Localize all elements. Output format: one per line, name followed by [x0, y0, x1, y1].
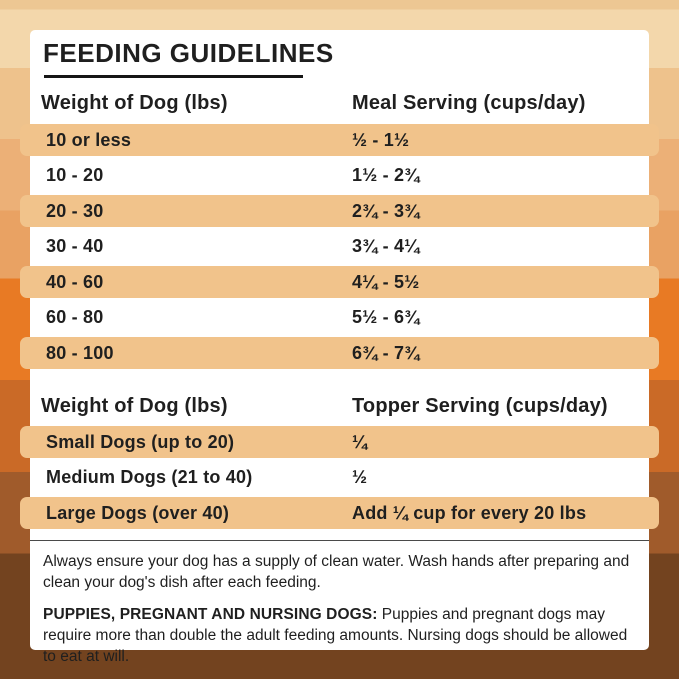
page-title: FEEDING GUIDELINES [43, 38, 334, 68]
row-serving: ¼ [352, 431, 368, 452]
row-serving: ½ - 1½ [352, 129, 410, 150]
row-weight: 30 - 40 [46, 236, 104, 256]
table-row [20, 124, 659, 156]
table-row [20, 231, 659, 263]
row-serving: 6¾ - 7¾ [352, 342, 420, 363]
notes-divider [30, 540, 649, 541]
topper-table [30, 426, 649, 529]
row-serving: 1½ - 2¾ [352, 165, 420, 185]
row-weight: 10 or less [46, 129, 132, 150]
note-puppies [43, 604, 634, 667]
row-weight: 60 - 80 [46, 307, 104, 327]
note-puppies-label: PUPPIES, PREGNANT AND NURSING DOGS: [43, 606, 378, 623]
table-row [20, 337, 659, 369]
row-serving: 4¼ - 5½ [352, 271, 420, 292]
guidelines-card [30, 30, 649, 665]
table-row [20, 302, 659, 334]
row-serving: 5½ - 6¾ [352, 307, 420, 327]
meal-table [30, 124, 649, 369]
row-weight: 10 - 20 [46, 165, 104, 185]
row-weight: 40 - 60 [46, 271, 104, 292]
title-underline [44, 75, 303, 78]
row-weight: Medium Dogs (21 to 40) [46, 467, 253, 487]
row-serving: 2¾ - 3¾ [352, 200, 420, 221]
meal-weight-header: Weight of Dog (lbs) [41, 92, 228, 114]
row-serving: 3¾ - 4¼ [352, 236, 420, 256]
meal-serving-header: Meal Serving (cups/day) [352, 92, 586, 114]
table-row [20, 462, 659, 494]
table-row [20, 266, 659, 298]
row-serving: ½ [352, 467, 368, 487]
meal-table-header [41, 92, 639, 115]
row-weight: 20 - 30 [46, 200, 104, 221]
table-row [20, 160, 659, 192]
note-puppies-text: Puppies and pregnant dogs may require more than double the adult feeding amounts. Nursing dogs should be allowed to eat at will. [43, 606, 628, 665]
notes [43, 551, 634, 667]
table-row [20, 497, 659, 529]
table-row [20, 195, 659, 227]
topper-table-header [41, 395, 639, 418]
row-weight: Large Dogs (over 40) [46, 502, 230, 523]
topper-serving-header: Topper Serving (cups/day) [352, 395, 608, 417]
row-weight: 80 - 100 [46, 342, 114, 363]
topper-weight-header: Weight of Dog (lbs) [41, 395, 228, 417]
row-serving: Add ¼ cup for every 20 lbs [352, 502, 587, 523]
note-clean-water: Always ensure your dog has a supply of clean water. Wash hands after preparing and clean your dog's dish after each feeding. [43, 553, 630, 591]
table-row [20, 426, 659, 458]
row-weight: Small Dogs (up to 20) [46, 431, 235, 452]
